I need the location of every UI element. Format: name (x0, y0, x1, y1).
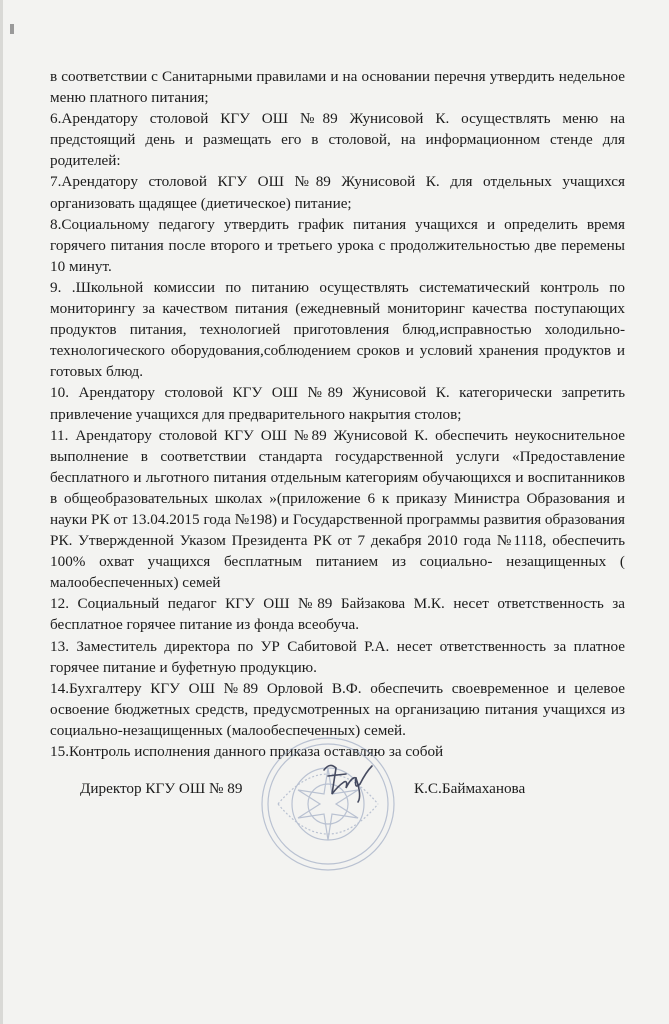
paragraph-12: 12. Социальный педагог КГУ ОШ №89 Байзакова М.К. несет ответственность за бесплатное горячее питание из фонда всеобуча. (50, 595, 625, 634)
scan-mark (10, 24, 14, 34)
paragraph-15: 15.Контроль исполнения данного приказа оставляю за собой (50, 743, 444, 760)
signer-position: Директор КГУ ОШ № 89 (80, 780, 243, 797)
document-body (50, 66, 625, 762)
paragraph-10: 10. Арендатору столовой КГУ ОШ №89 Жунисовой К. категорически запретить привлечение учащихся для предварительного накрытия столов; (50, 384, 625, 423)
paragraph-intro: в соответствии с Санитарными правилами и на основании перечня утвердить недельное меню платного питания; (50, 68, 625, 107)
signer-name: К.С.Баймаханова (414, 780, 526, 797)
paragraph-6: 6.Арендатору столовой КГУ ОШ №89 Жунисовой К. осуществлять меню на предстоящий день и размещать его в столовой, на информационном стенде для родителей: (50, 110, 625, 170)
page-edge (0, 0, 3, 1024)
paragraph-7: 7.Арендатору столовой КГУ ОШ №89 Жунисовой К. для отдельных учащихся организовать щадящее (диетическое) питание; (50, 173, 625, 212)
paragraph-9: 9. .Школьной комиссии по питанию осуществлять систематический контроль по мониторингу за качеством питания (ежедневный мониторинг качества поступающих продуктов питания, технологией приготовления блюд,исправностью холодильно- технологического оборудования,соблюдением сроков и условий хранения продуктов и готовых блюд. (50, 278, 625, 381)
paragraph-13: 13. Заместитель директора по УР Сабитовой Р.А. несет ответственность за платное горячее питание и буфетную продукцию. (50, 637, 625, 676)
signature-block (0, 776, 669, 806)
paragraph-8: 8.Социальному педагогу утвердить график питания учащихся и определить время горячего питания после второго и третьего урока с продолжительностью две перемены 10 минут. (50, 215, 625, 275)
paragraph-11: 11. Арендатору столовой КГУ ОШ №89 Жунисовой К. обеспечить неукоснительное выполнение в соответствии стандарта государственной услуги «Предоставление бесплатного и льготного питания отдельным категориям обучающихся и воспитанников в общеобразовательных школах »(приложение 6 к приказу Министра Образования и науки РК от 13.04.2015 года №198) и Государственной программы развития образования РК. Утвержденной Указом Президента РК от 7 декабря 2010 года №1118, обеспечить 100% охват учащихся бесплатным питанием из социально- незащищенных ( малообеспеченных) семей (50, 426, 625, 592)
paragraph-14: 14.Бухгалтеру КГУ ОШ №89 Орловой В.Ф. обеспечить своевременное и целевое освоение бюджетных средств, предусмотренных на организацию питания учащихся из социально-незащищенных (малообеспеченных) семей. (50, 679, 625, 739)
